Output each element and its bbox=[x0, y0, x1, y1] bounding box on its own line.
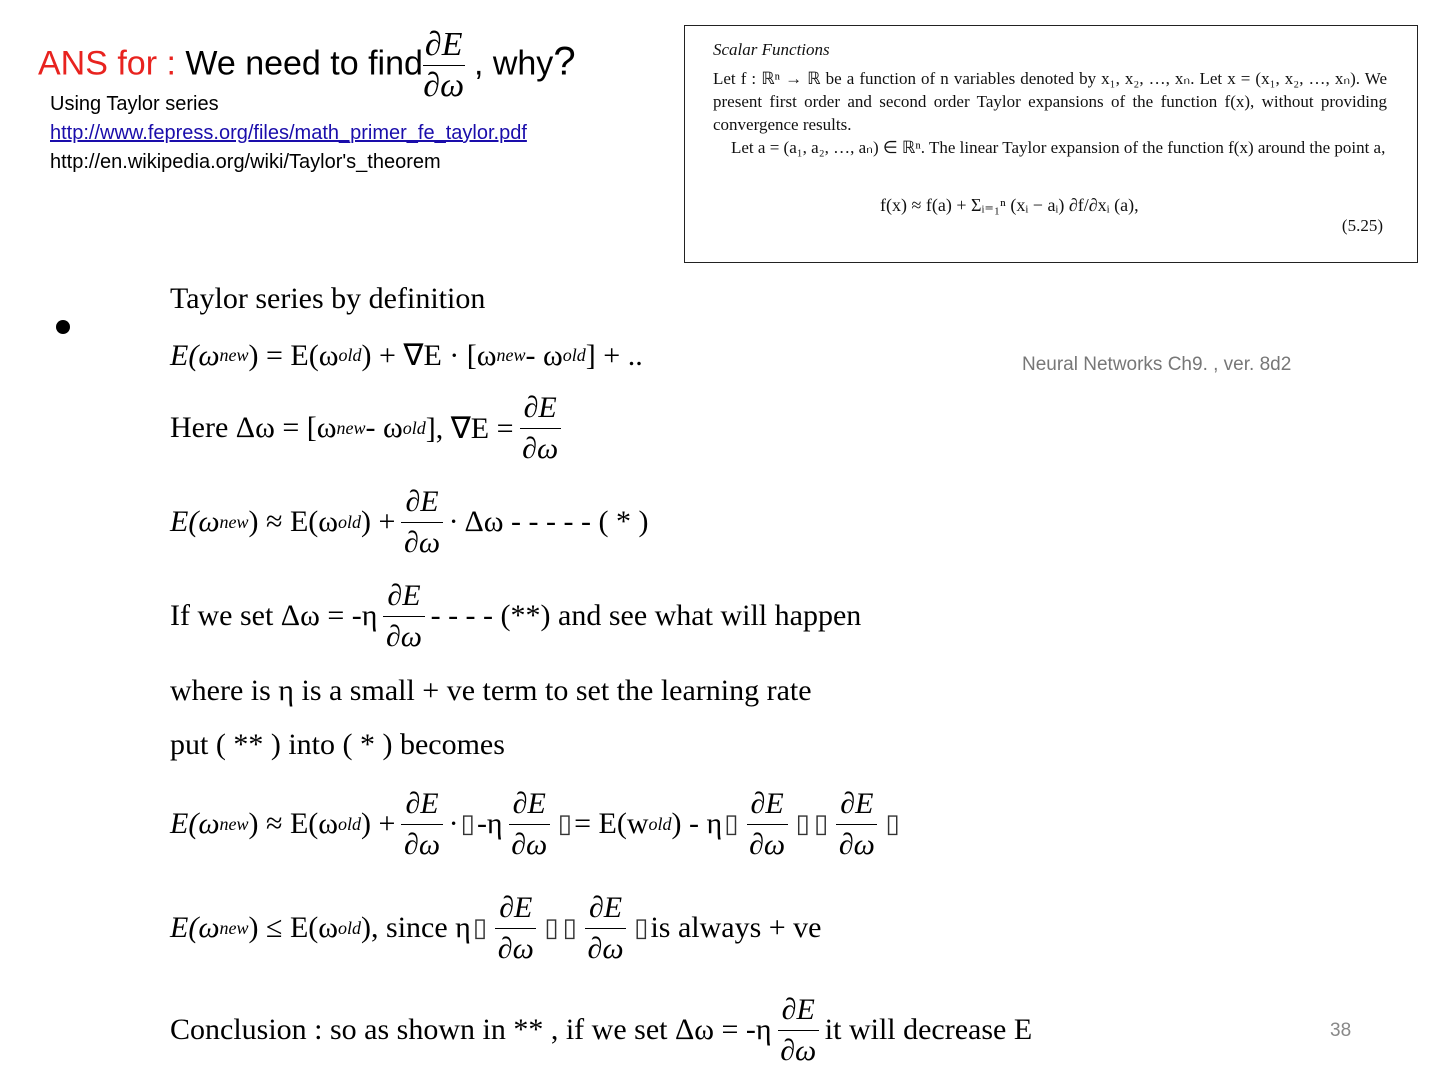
sub-old: old bbox=[338, 813, 362, 834]
l2-part-b: ) = E(ω bbox=[248, 338, 339, 372]
sub-new: new bbox=[336, 417, 366, 438]
ans-label: ANS for : bbox=[38, 44, 186, 83]
math-line-1 bbox=[170, 282, 485, 316]
l2-part-c: ) + ∇E · [ω bbox=[361, 339, 497, 372]
l4-part-d: · Δω - - - - - ( * ) bbox=[448, 505, 649, 538]
sub-old: old bbox=[338, 917, 362, 938]
l3-part-b: - ω bbox=[365, 411, 403, 444]
title-text-before: We need to find bbox=[185, 44, 423, 83]
frac-den: ∂ω bbox=[522, 431, 559, 465]
substitution-line: put ( ** ) into ( * ) becomes bbox=[170, 728, 505, 761]
frac-num: ∂E bbox=[836, 788, 877, 825]
l4-part-a: E(ω bbox=[170, 505, 220, 538]
sub-old: old bbox=[338, 345, 362, 365]
l9-part-a: E(ω bbox=[170, 911, 220, 944]
frac-num: ∂E bbox=[509, 788, 550, 825]
sub-new: new bbox=[219, 813, 249, 834]
sub-old: old bbox=[648, 813, 672, 834]
l4-part-c: ) + bbox=[361, 505, 396, 538]
l8-part-g: ) - η bbox=[671, 807, 723, 840]
wikipedia-url: http://en.wikipedia.org/wiki/Taylor's_theorem bbox=[50, 151, 441, 173]
dE-dw-fraction bbox=[383, 580, 424, 652]
math-line-7 bbox=[170, 728, 505, 762]
bracket-glyph: ▯ bbox=[634, 913, 649, 942]
scalar-equation-number: (5.25) bbox=[1341, 216, 1383, 235]
l2-part-d: - ω bbox=[525, 338, 563, 372]
links-heading: Using Taylor series bbox=[50, 93, 219, 115]
dE-dw-fraction bbox=[778, 994, 819, 1066]
title-frac-den: ∂ω bbox=[423, 67, 465, 104]
bracket-glyph: ▯ bbox=[813, 809, 829, 838]
sub-new: new bbox=[219, 511, 249, 532]
title-qmark: ? bbox=[553, 39, 576, 84]
dE-dw-fraction bbox=[401, 486, 442, 558]
fepress-link[interactable]: http://www.fepress.org/files/math_primer_fe_taylor.pdf bbox=[50, 122, 527, 144]
frac-num: ∂E bbox=[747, 788, 788, 825]
dE-dw-fraction bbox=[747, 788, 788, 860]
math-line-9 bbox=[170, 892, 822, 964]
l10-part-a: Conclusion : so as shown in ** , if we set Δω = -η bbox=[170, 1013, 772, 1046]
title-text-after: , why bbox=[464, 44, 554, 83]
l8-dot: · bbox=[448, 807, 459, 840]
frac-den: ∂ω bbox=[838, 827, 875, 861]
l10-part-b: it will decrease E bbox=[824, 1013, 1033, 1046]
math-line-6 bbox=[170, 674, 812, 708]
l5-part-a: If we set Δω = -η bbox=[170, 599, 378, 632]
math-line-2 bbox=[170, 338, 643, 373]
learning-rate-line: where is η is a small + ve term to set the learning rate bbox=[170, 674, 812, 707]
dE-dw-fraction bbox=[401, 788, 442, 860]
bracket-glyph: ▯ bbox=[544, 913, 559, 942]
math-line-8 bbox=[170, 788, 902, 860]
scalar-equation: f(x) ≈ f(a) + Σᵢ₌₁ⁿ (xᵢ − aᵢ) ∂f/∂xᵢ (a), bbox=[880, 195, 1139, 215]
frac-den: ∂ω bbox=[587, 931, 624, 965]
taylor-heading: Taylor series by definition bbox=[170, 282, 486, 315]
math-line-10 bbox=[170, 994, 1032, 1066]
l9-part-c: ), since η bbox=[361, 911, 471, 944]
sub-new: new bbox=[496, 345, 526, 365]
frac-num: ∂E bbox=[778, 994, 819, 1031]
bracket-glyph: ▯ bbox=[460, 809, 475, 838]
frac-den: ∂ω bbox=[385, 619, 422, 653]
l3-part-c: ], ∇E = bbox=[425, 411, 514, 445]
sub-new: new bbox=[219, 345, 249, 365]
frac-num: ∂E bbox=[383, 580, 424, 617]
footer-note: Neural Networks Ch9. , ver. 8d2 bbox=[1022, 354, 1292, 375]
reference-links bbox=[50, 90, 527, 177]
l9-part-d: is always + ve bbox=[650, 911, 822, 944]
sub-old: old bbox=[562, 345, 586, 365]
scalar-functions-excerpt bbox=[684, 25, 1418, 263]
frac-num: ∂E bbox=[585, 892, 626, 929]
scalar-para1: Let f : ℝⁿ → ℝ be a function of n variables denoted by x₁, x₂, …, xₙ. Let x = (x₁, x₂, …, xₙ). We present first order and second order Taylor expansions of the function f(x), without providing convergence results. bbox=[713, 69, 1387, 134]
l8-part-a: E(ω bbox=[170, 807, 220, 840]
bracket-glyph: ▯ bbox=[557, 809, 573, 838]
bullet-dot bbox=[56, 320, 70, 334]
dE-dw-fraction bbox=[585, 892, 626, 964]
l2-part-e: ] + .. bbox=[585, 338, 643, 372]
frac-den: ∂ω bbox=[749, 827, 786, 861]
frac-den: ∂ω bbox=[404, 525, 441, 559]
dE-dw-fraction bbox=[495, 892, 536, 964]
bracket-glyph: ▯ bbox=[724, 809, 739, 838]
l8-part-f: = E(w bbox=[574, 807, 649, 840]
l2-part-a: E(ω bbox=[170, 338, 220, 372]
page-number: 38 bbox=[1330, 1020, 1352, 1041]
frac-den: ∂ω bbox=[497, 931, 534, 965]
l5-part-b: - - - - (**) and see what will happen bbox=[430, 599, 862, 632]
bracket-glyph: ▯ bbox=[562, 913, 577, 942]
bracket-glyph: ▯ bbox=[885, 809, 900, 838]
math-line-4 bbox=[170, 486, 648, 558]
l8-part-b: ) ≈ E(ω bbox=[248, 807, 339, 840]
dE-dw-fraction bbox=[520, 392, 561, 464]
frac-num: ∂E bbox=[401, 486, 442, 523]
title-frac-num: ∂E bbox=[423, 28, 465, 66]
sub-new: new bbox=[219, 917, 249, 938]
dE-dw-fraction bbox=[509, 788, 550, 860]
frac-num: ∂E bbox=[495, 892, 536, 929]
l8-part-c: ) + bbox=[361, 807, 396, 840]
l4-part-b: ) ≈ E(ω bbox=[248, 505, 339, 538]
frac-num: ∂E bbox=[520, 392, 561, 429]
frac-den: ∂ω bbox=[404, 827, 441, 861]
l9-part-b: ) ≤ E(ω bbox=[248, 911, 339, 944]
frac-num: ∂E bbox=[401, 788, 442, 825]
l8-part-e: -η bbox=[476, 807, 503, 840]
frac-den: ∂ω bbox=[780, 1033, 817, 1067]
scalar-para2: Let a = (a₁, a₂, …, aₙ) ∈ ℝⁿ. The linear Taylor expansion of the function f(x) around the point a, bbox=[731, 138, 1386, 157]
bracket-glyph: ▯ bbox=[795, 809, 810, 838]
sub-old: old bbox=[402, 417, 426, 438]
scalar-title: Scalar Functions bbox=[713, 40, 830, 59]
l3-part-a: Here Δω = [ω bbox=[170, 411, 337, 444]
sub-old: old bbox=[338, 511, 362, 532]
math-line-5 bbox=[170, 580, 861, 652]
math-line-3 bbox=[170, 392, 567, 464]
frac-den: ∂ω bbox=[511, 827, 548, 861]
bracket-glyph: ▯ bbox=[472, 913, 488, 942]
dE-dw-fraction bbox=[836, 788, 877, 860]
